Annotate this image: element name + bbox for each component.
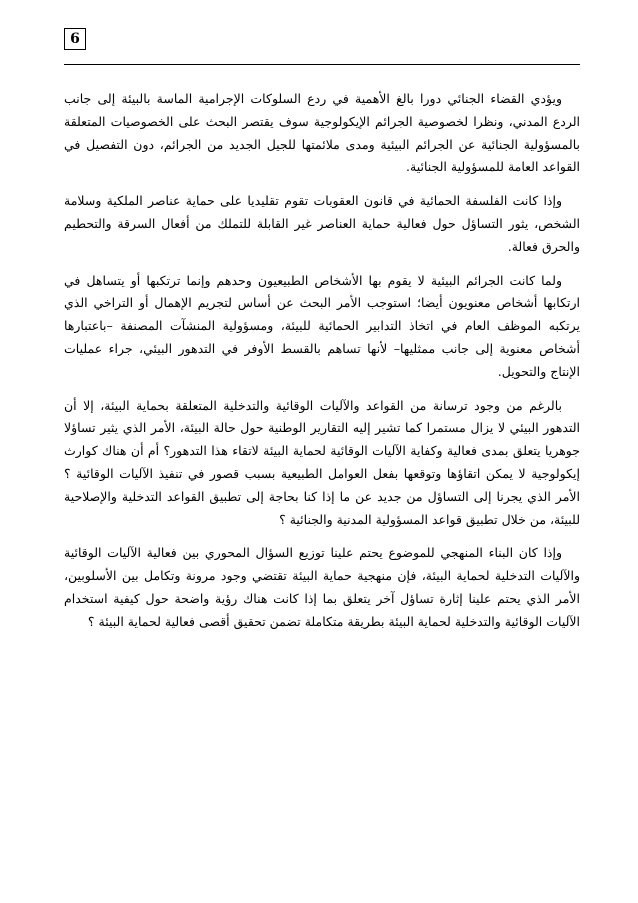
- paragraph: ويؤدي القضاء الجنائي دورا بالغ الأهمية في ردع السلوكات الإجرامية الماسة بالبيئة إلى جانب الردع المدني، ونظرا لخصوصية الجرائم الإيكولوجية سوف يقتصر البحث على الخصوصيات المتعلقة بالمسؤولية الجنائية عن الجرائم البيئية ومدى ملائمتها للجيل الجديد من الجرائم، دون التفصيل في القواعد العامة للمسؤولية الجنائية.: [64, 91, 580, 175]
- paragraph: وإذا كان البناء المنهجي للموضوع يحتم علينا توزيع السؤال المحوري بين فعالية الآليات الوقائية والآليات التدخلية لحماية البيئة، فإن منهجية حماية البيئة تقتضي وجود مرونة وتكامل بين الأسلوبين، الأمر الذي يحتم علينا إثارة تساؤل آخر يتعلق بما إذا كانت هناك رؤية واضحة حول كيفية استخدام الآليات الوقائية والتدخلية لحماية البيئة بطريقة متكاملة تضمن تحقيق أقصى فعالية لحماية البيئة ؟: [64, 545, 580, 629]
- page-number: 6: [64, 28, 86, 50]
- body-text: [64, 88, 580, 634]
- paragraph: ولما كانت الجرائم البيئية لا يقوم بها الأشخاص الطبيعيون وحدهم وإنما ترتكبها أو يتساهل في ارتكابها أشخاص معنويون أيضا؛ استوجب الأمر البحث عن أساس لتجريم الإهمال أو التراخي الذي يرتكبه الموظف العام في اتخاذ التدابير الحمائية للبيئة، ومسؤولية المنشآت المصنفة –باعتبارها أشخاص معنوية إلى جانب ممثليها– لأنها تساهم بالقسط الأوفر في التدهور البيئي، جراء عمليات الإنتاج والتحويل.: [64, 272, 580, 379]
- paragraph: وإذا كانت الفلسفة الحمائية في قانون العقوبات تقوم تقليديا على حماية عناصر الملكية وسلامة الشخص، يثور التساؤل حول فعالية حماية العناصر غير القابلة للتملك من أفعال السرقة والتحطيم والحرق فعالة.: [64, 193, 580, 254]
- paragraph: بالرغم من وجود ترسانة من القواعد والآليات الوقائية والتدخلية المتعلقة بحماية البيئة، إلا أن التدهور البيئي لا يزال مستمرا كما تشير إليه التقارير الوطنية حول حالة البيئة، الأمر الذي يثير تساؤلا جوهريا يتعلق بمدى فعالية وكفاية الآليات الوقائية لحماية البيئة لاتقاء هذا التدهور؟ أم أن هناك كوارث إيكولوجية لا يمكن اتقاؤها وتوقعها بفعل العوامل الطبيعية بسبب قصور في تنفيذ الآليات الوقائية ؟ الأمر الذي يجرنا إلى التساؤل من جديد عن ما إذا كنا بحاجة إلى تطبيق القواعد التدخلية والإصلاحية للبيئة، من خلال تطبيق قواعد المسؤولية المدنية والجنائية ؟: [64, 397, 580, 527]
- header-rule: [64, 64, 580, 65]
